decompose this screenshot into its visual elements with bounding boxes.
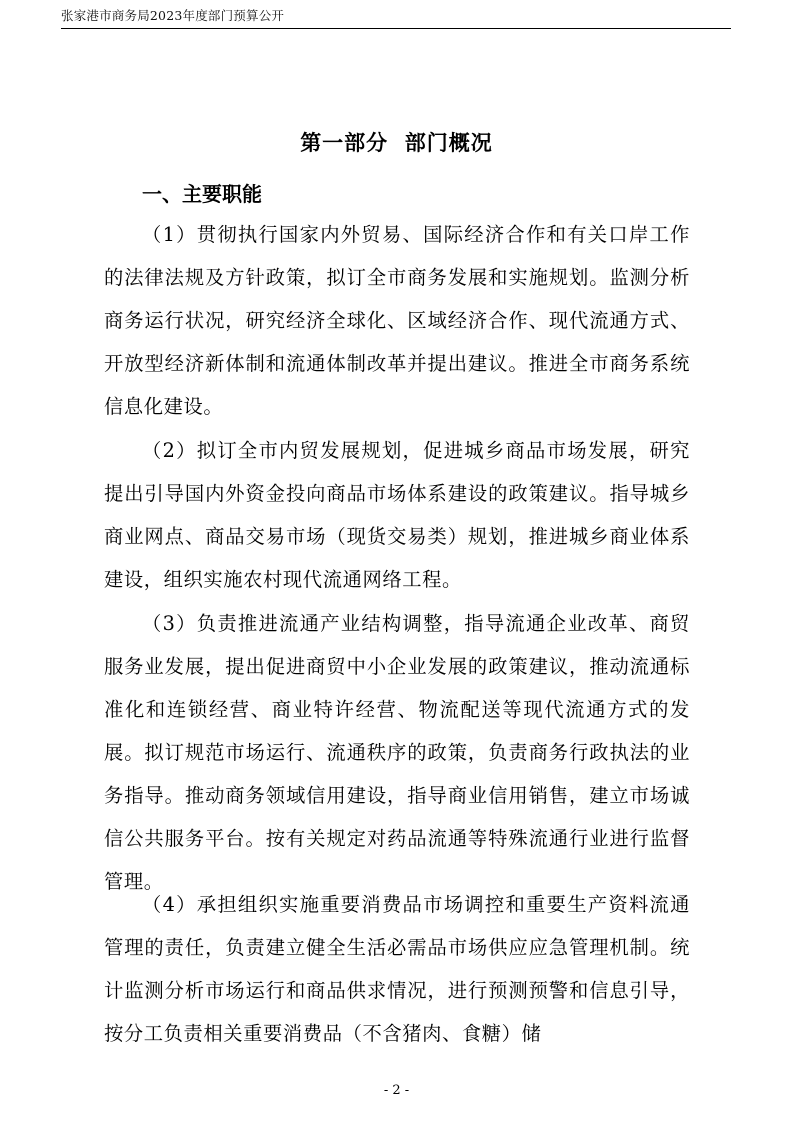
body-paragraph-1 xyxy=(104,213,690,428)
body-paragraph-4 xyxy=(104,883,690,1055)
body-paragraph-3 xyxy=(104,602,690,903)
paragraph-text: （4）承担组织实施重要消费品市场调控和重要生产资料流通管理的责任，负责建立健全生活必需品市场供应应急管理机制。统计监测分析市场运行和商品供求情况，进行预测预警和信息引导，按分工负责相关重要消费品（不含猪肉、食糖）储 xyxy=(104,893,690,1045)
page-number: - 2 - xyxy=(383,1083,410,1098)
body-paragraph-2 xyxy=(104,429,690,601)
paragraph-text: （3）负责推进流通产业结构调整，指导流通企业改革、商贸服务业发展，提出促进商贸中小企业发展的政策建议，推动流通标准化和连锁经营、商业特许经营、物流配送等现代流通方式的发展。拟订规范市场运行、流通秩序的政策，负责商务行政执法的业务指导。推动商务领域信用建设，指导商业信用销售，建立市场诚信公共服务平台。按有关规定对药品流通等特殊流通行业进行监督管理。 xyxy=(104,612,690,893)
header-rule xyxy=(61,28,731,29)
paragraph-text: （2）拟订全市内贸发展规划，促进城乡商品市场发展，研究提出引导国内外资金投向商品市场体系建设的政策建议。指导城乡商业网点、商品交易市场（现货交易类）规划，推进城乡商业体系建设，组织实施农村现代流通网络工程。 xyxy=(104,439,690,591)
paragraph-text: （1）贯彻执行国家内外贸易、国际经济合作和有关口岸工作的法律法规及方针政策，拟订全市商务发展和实施规划。监测分析商务运行状况，研究经济全球化、区域经济合作、现代流通方式、开放型经济新体制和流通体制改革并提出建议。推进全市商务系统信息化建设。 xyxy=(104,223,690,418)
page-title: 第一部分 部门概况 xyxy=(300,131,493,155)
page-header: 张家港市商务局2023年度部门预算公开 xyxy=(61,8,285,23)
section-heading: 一、主要职能 xyxy=(142,182,262,206)
